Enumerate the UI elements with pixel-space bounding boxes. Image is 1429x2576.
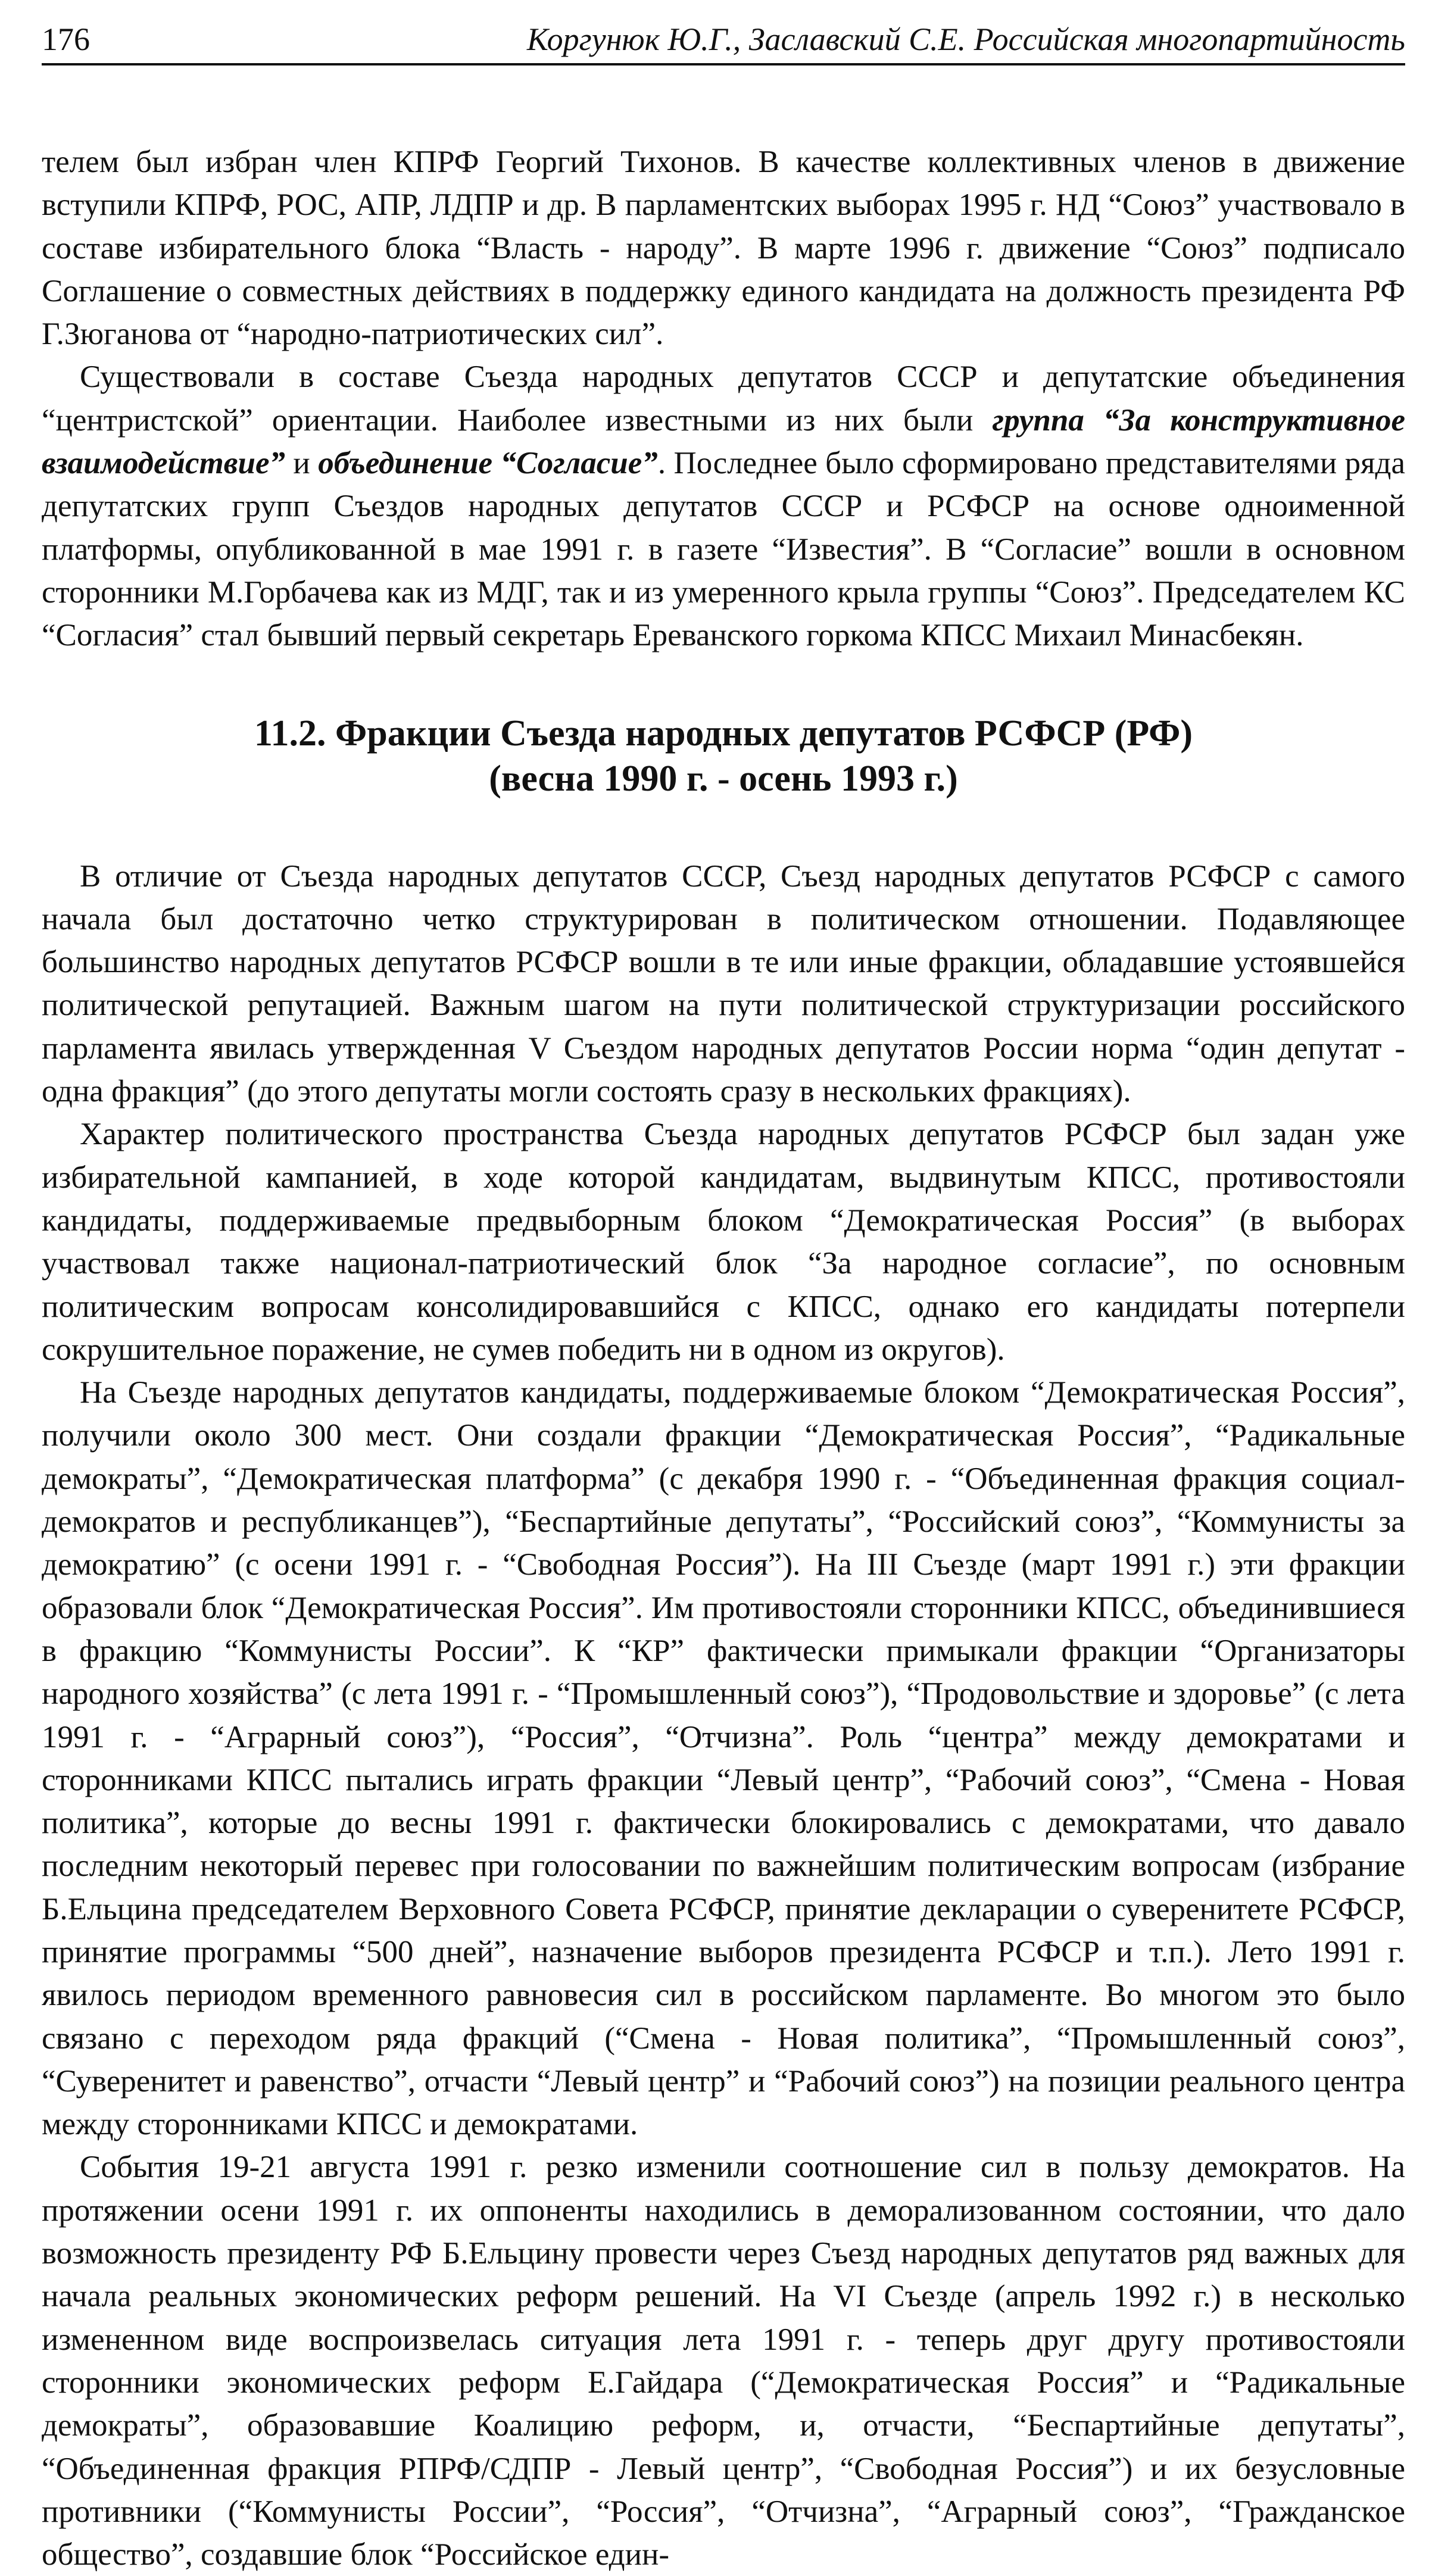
section-paragraph: В отличие от Съезда народных депутатов СССР, Съезд народных депутатов РСФСР с самого начала был достаточно четко структурирован в политическом отношении. Подавляющее большинство народных депутатов РСФСР вошли в те или иные фракции, обладавшие устоявшейся политической репутацией. Важным шагом на пути политической структуризации российского парламента явилась утвержденная V Съездом народных депутатов России норма “один депутат - одна фракция” (до этого депутаты могли состоять сразу в нескольких фракциях). [42, 858, 1405, 1109]
section-heading-line-2: (весна 1990 г. - осень 1993 г.) [489, 758, 958, 799]
paragraph-text: Существовали в составе Съезда народных депутатов СССР и депутатские объединения “центристской” ориентации. Наиболее известными из них были [42, 360, 1405, 438]
emphasis-constructive-group: группа “За конструктивное взаимодействие” [42, 402, 1405, 481]
page-body [42, 140, 1405, 2576]
page-number: 176 [42, 21, 90, 57]
page-header [42, 17, 1405, 65]
book-page [42, 17, 1405, 2572]
section-paragraph: На Съезде народных депутатов кандидаты, поддерживаемые блоком “Демократическая Россия”, получили около 300 мест. Они создали фракции “Демократическая Россия”, “Радикальные демократы”, “Демократическая платформа” (с декабря 1990 г. - “Объединенная фракция социал-демократов и республиканцев”), “Беспартийные депутаты”, “Российский союз”, “Коммунисты за демократию” (с осени 1991 г. - “Свободная Россия”). На III Съезде (март 1991 г.) эти фракции образовали блок “Демократическая Россия”. Им противостояли сторонники КПСС, объединившиеся в фракцию “Коммунисты России”. К “КР” фактически примыкали фракции “Организаторы народного хозяйства” (с лета 1991 г. - “Промышленный союз”), “Продовольствие и здоровье” (с лета 1991 г. - “Аграрный союз”), “Россия”, “Отчизна”. Роль “центра” между демократами и сторонниками КПСС пытались играть фракции “Левый центр”, “Рабочий союз”, “Смена - Новая политика”, которые до весны 1991 г. фактически блокировались с демократами, что давало последним некоторый перевес при голосовании по важнейшим политическим вопросам (избрание Б.Ельцина председателем Верховного Совета РСФСР, принятие декларации о суверенитете РСФСР, принятие программы “500 дней”, назначение выборов президента РСФСР и т.п.). Лето 1991 г. явилось периодом временного равновесия сил в российском парламенте. Во многом это было связано с переходом ряда фракций (“Смена - Новая политика”, “Промышленный союз”, “Суверенитет и равенство”, отчасти “Левый центр” и “Рабочий союз”) на позиции реального центра между сторонниками КПСС и демократами. [42, 1375, 1405, 2142]
section-paragraph: События 19-21 августа 1991 г. резко изменили соотношение сил в пользу демократов. На протяжении осени 1991 г. их оппоненты находились в деморализованном состоянии, что дало возможность президенту РФ Б.Ельцину провести через Съезд народных депутатов ряд важных для начала реальных экономических реформ решений. На VI Съезде (апрель 1992 г.) в несколько измененном виде воспроизвелась ситуация лета 1991 г. - теперь друг другу противостояли сторонники экономических реформ Е.Гайдара (“Демократическая Россия” и “Радикальные демократы”, образовавшие Коалицию реформ, и, отчасти, “Беспартийные депутаты”, “Объединенная фракция РПРФ/СДПР - Левый центр”, “Свободная Россия”) и их безусловные противники (“Коммунисты России”, “Россия”, “Отчизна”, “Аграрный союз”, “Гражданское общество”, создавшие блок “Российское един- [42, 2150, 1405, 2572]
section-paragraph: Характер политического пространства Съезда народных депутатов РСФСР был задан уже избирательной кампанией, в ходе которой кандидатам, выдвинутым КПСС, противостояли кандидаты, поддерживаемые предвыборным блоком “Демократическая Россия” (в выборах участвовал также национал-патриотический блок “За народное согласие”, по основным политическим вопросам консолидировавшийся с КПСС, однако его кандидаты потерпели сокрушительное поражение, не сумев победить ни в одном из округов). [42, 1117, 1405, 1367]
section-heading [42, 711, 1405, 801]
paragraph-text: . Последнее было сформировано представителями ряда депутатских групп Съездов народных депутатов СССР и РСФСР на основе одноименной платформы, опубликованной в мае 1991 г. в газете “Известия”. В “Согласие” вошли в основном сторонники М.Горбачева как из МДГ, так и из умеренного крыла группы “Союз”. Председателем КС “Согласия” стал бывший первый секретарь Ереванского горкома КПСС Михаил Минасбекян. [42, 446, 1405, 653]
paragraph-text: и [285, 446, 319, 481]
section-heading-line-1: 11.2. Фракции Съезда народных депутатов РСФСР (РФ) [254, 713, 1193, 754]
paragraph-centrist-groups [42, 355, 1405, 657]
running-title: Коргунюк Ю.Г., Заславский С.Е. Российская многопартийность [526, 21, 1405, 57]
paragraph-continuation: телем был избран член КПРФ Георгий Тихонов. В качестве коллективных членов в движение вступили КПРФ, РОС, АПР, ЛДПР и др. В парламентских выборах 1995 г. НД “Союз” участвовало в составе избирательного блока “Власть - народу”. В марте 1996 г. движение “Союз” подписало Соглашение о совместных действиях в поддержку единого кандидата на должность президента РФ Г.Зюганова от “народно-патриотических сил”. [42, 145, 1405, 352]
emphasis-soglasie: объединение “Согласие” [318, 446, 658, 481]
